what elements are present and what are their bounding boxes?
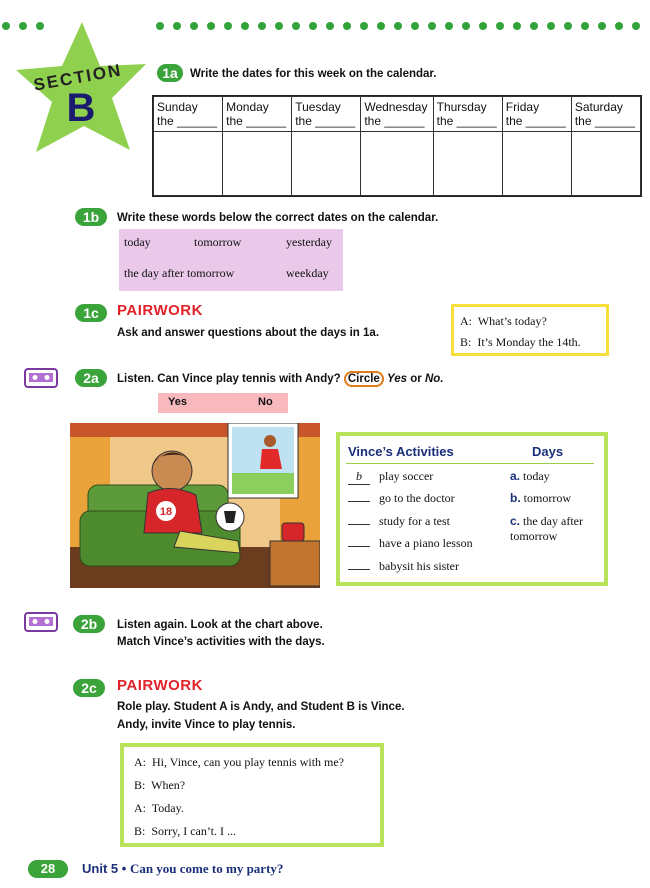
calendar-day-saturday: Saturday the ______ <box>571 97 640 132</box>
exercise-2a-instruction: Listen. Can Vince play tennis with Andy? Circle Yes or No. <box>117 373 444 385</box>
exercise-2c-line2: Andy, invite Vince to play tennis. <box>117 719 296 731</box>
calendar-cell <box>292 132 361 196</box>
chart-header-activities: Vince’s Activities <box>348 444 454 459</box>
calendar-cell <box>361 132 433 196</box>
exercise-1c-badge: 1c <box>75 304 107 322</box>
exercise-1a-instruction: Write the dates for this week on the calendar. <box>190 68 437 80</box>
calendar-cell <box>154 132 223 196</box>
calendar-day-sunday: Sunday the ______ <box>154 97 223 132</box>
exercise-1c-instruction: Ask and answer questions about the days in 1a. <box>117 327 380 339</box>
calendar-day-friday: Friday the ______ <box>502 97 571 132</box>
exercise-2a-badge: 2a <box>75 369 107 387</box>
answer-blank[interactable] <box>348 524 370 525</box>
exercise-2c-title: PAIRWORK <box>117 677 203 694</box>
day-option: a. today <box>510 469 550 483</box>
dialog-box-1c: A: What’s today? B: It’s Monday the 14th. <box>451 304 609 356</box>
activity-row: have a piano lesson <box>348 536 473 551</box>
word-tomorrow: tomorrow <box>194 235 242 249</box>
calendar-day-monday: Monday the ______ <box>223 97 292 132</box>
activities-chart <box>336 432 608 586</box>
exercise-1b-badge: 1b <box>75 208 107 226</box>
activity-row: study for a test <box>348 514 450 529</box>
exercise-2c-line1: Role play. Student A is Andy, and Student B is Vince. <box>117 701 405 713</box>
answer-blank[interactable] <box>348 546 370 547</box>
shirt-number: 18 <box>159 506 173 518</box>
day-option: b. tomorrow <box>510 491 571 505</box>
exercise-2c-badge: 2c <box>73 679 105 697</box>
exercise-1b-instruction: Write these words below the correct dates on the calendar. <box>117 212 439 224</box>
page-number: 28 <box>28 860 68 878</box>
calendar-table <box>152 95 642 197</box>
exercise-1c-title: PAIRWORK <box>117 302 203 319</box>
word-yesterday: yesterday <box>286 235 332 249</box>
footer-unit: Unit 5 • Can you come to my party? <box>82 861 284 876</box>
circle-word: Circle <box>344 371 384 387</box>
calendar-day-tuesday: Tuesday the ______ <box>292 97 361 132</box>
vince-illustration <box>70 423 320 588</box>
word-day-after-tomorrow: the day after tomorrow <box>124 266 235 280</box>
exercise-2b-badge: 2b <box>73 615 105 633</box>
exercise-2b-line2: Match Vince’s activities with the days. <box>117 636 325 648</box>
option-yes[interactable]: Yes <box>168 396 187 408</box>
section-label: SECTION <box>32 60 124 95</box>
activity-row: go to the doctor <box>348 491 455 506</box>
answer-blank[interactable] <box>348 569 370 570</box>
option-no[interactable]: No <box>258 396 273 408</box>
chart-header-days: Days <box>532 444 564 459</box>
calendar-day-thursday: Thursday the ______ <box>433 97 502 132</box>
cassette-icon <box>24 612 58 632</box>
answer-options-bar <box>158 393 288 413</box>
day-option: c. the day after tomorrow <box>510 514 583 543</box>
activity-row: b play soccer <box>348 469 433 485</box>
activity-row: babysit his sister <box>348 559 459 574</box>
word-today: today <box>124 235 151 249</box>
answer-blank[interactable] <box>348 501 370 502</box>
calendar-day-wednesday: Wednesday the ______ <box>361 97 433 132</box>
answer-blank[interactable]: b <box>348 469 370 485</box>
cassette-icon <box>24 368 58 388</box>
calendar-cell <box>433 132 502 196</box>
exercise-1a-badge: 1a <box>157 64 183 82</box>
calendar-cell <box>571 132 640 196</box>
word-weekday: weekday <box>286 266 329 280</box>
exercise-2b-line1: Listen again. Look at the chart above. <box>117 619 323 631</box>
calendar-cell <box>502 132 571 196</box>
word-bank <box>119 229 343 291</box>
calendar-cell <box>223 132 292 196</box>
section-letter: B <box>66 86 96 130</box>
dialog-box-2c: A: Hi, Vince, can you play tennis with me? B: When? A: Today. B: Sorry, I can’t. I ... <box>120 743 384 847</box>
